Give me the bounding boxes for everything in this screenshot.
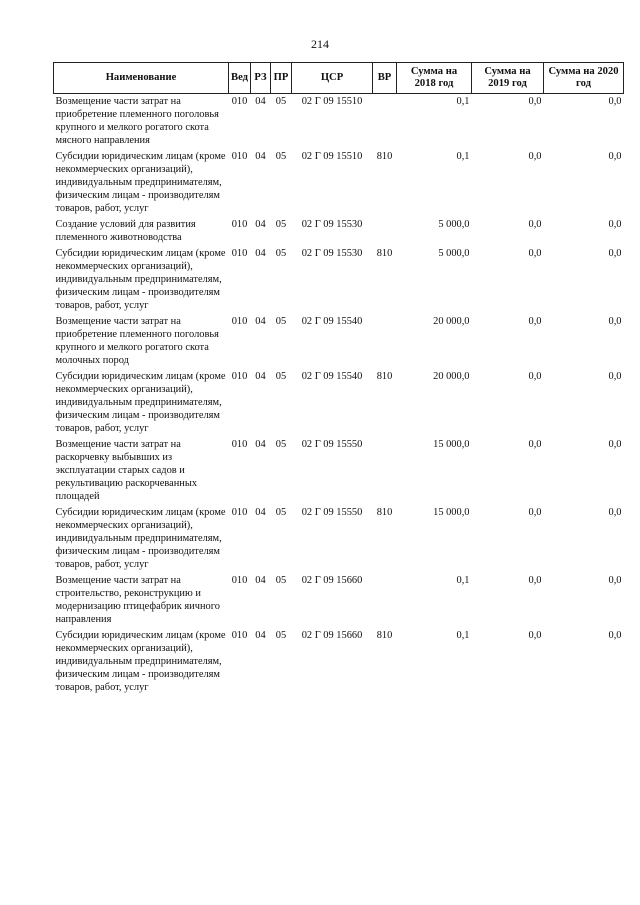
- page-number: 214: [311, 37, 329, 51]
- header-sum-2019: Сумма на 2019 год: [472, 63, 544, 94]
- cell-csr: 02 Г 09 15510: [301, 151, 363, 162]
- cell-name: Субсидии юридическим лицам (кроме некоммерческих организаций), индивидуальным предпринимателям, физическим лицам - производителям товаров, работ, услуг: [55, 371, 226, 434]
- cell-vr: 810: [376, 248, 393, 259]
- cell-ved: 010: [231, 219, 248, 230]
- cell-pr: 05: [275, 630, 287, 641]
- cell-sum-2018: 5 000,0: [438, 219, 470, 230]
- cell-name: Субсидии юридическим лицам (кроме некоммерческих организаций), индивидуальным предпринимателям, физическим лицам - производителям товаров, работ, услуг: [55, 507, 226, 570]
- cell-sum-2019: 0,0: [528, 507, 542, 518]
- cell-vr: 810: [376, 630, 393, 641]
- cell-pr: 05: [275, 371, 287, 382]
- header-csr: ЦСР: [292, 63, 373, 94]
- cell-csr: 02 Г 09 15540: [301, 371, 363, 382]
- header-sum-2018: Сумма на 2018 год: [397, 63, 472, 94]
- cell-sum-2019: 0,0: [528, 439, 542, 450]
- cell-sum-2019: 0,0: [528, 316, 542, 327]
- cell-pr: 05: [275, 151, 287, 162]
- cell-pr: 05: [275, 439, 287, 450]
- cell-name: Возмещение части затрат на раскорчевку выбывших из эксплуатации старых садов и рекультивацию раскорчеванных площадей: [55, 439, 198, 502]
- cell-sum-2020: 0,0: [608, 151, 622, 162]
- cell-csr: 02 Г 09 15530: [301, 219, 363, 230]
- table-row: [54, 437, 624, 505]
- cell-pr: 05: [275, 507, 287, 518]
- cell-sum-2018: 5 000,0: [438, 248, 470, 259]
- header-ved: Вед: [229, 63, 251, 94]
- cell-csr: 02 Г 09 15510: [301, 96, 363, 107]
- table-row: [54, 149, 624, 217]
- cell-csr: 02 Г 09 15660: [301, 575, 363, 586]
- cell-sum-2018: 0,1: [456, 96, 470, 107]
- cell-sum-2018: 20 000,0: [433, 316, 470, 327]
- cell-ved: 010: [231, 507, 248, 518]
- cell-ved: 010: [231, 371, 248, 382]
- cell-sum-2020: 0,0: [608, 248, 622, 259]
- cell-name: Возмещение части затрат на приобретение племенного поголовья крупного и мелкого рогатого скота мясного направления: [55, 96, 219, 146]
- cell-rz: 04: [255, 219, 266, 230]
- cell-rz: 04: [255, 96, 266, 107]
- cell-name: Возмещение части затрат на строительство, реконструкцию и модернизацию птицефабрик яичного направления: [55, 575, 220, 625]
- cell-sum-2020: 0,0: [608, 316, 622, 327]
- cell-sum-2018: 15 000,0: [433, 507, 470, 518]
- cell-csr: 02 Г 09 15550: [301, 507, 363, 518]
- cell-rz: 04: [255, 371, 266, 382]
- table-row: [54, 217, 624, 246]
- cell-sum-2020: 0,0: [608, 507, 622, 518]
- cell-vr: 810: [376, 151, 393, 162]
- cell-ved: 010: [231, 151, 248, 162]
- cell-sum-2019: 0,0: [528, 371, 542, 382]
- cell-vr: [373, 314, 397, 369]
- cell-vr: [373, 94, 397, 150]
- header-name: Наименование: [54, 63, 229, 94]
- cell-name: Субсидии юридическим лицам (кроме некоммерческих организаций), индивидуальным предпринимателям, физическим лицам - производителям товаров, работ, услуг: [55, 248, 226, 311]
- cell-ved: 010: [231, 575, 248, 586]
- cell-sum-2020: 0,0: [608, 371, 622, 382]
- cell-csr: 02 Г 09 15550: [301, 439, 363, 450]
- cell-pr: 05: [275, 96, 287, 107]
- cell-rz: 04: [255, 507, 266, 518]
- cell-name: Создание условий для развития племенного животноводства: [55, 219, 196, 243]
- budget-table: [53, 62, 624, 696]
- cell-vr: 810: [376, 371, 393, 382]
- cell-vr: [373, 217, 397, 246]
- cell-vr: 810: [376, 507, 393, 518]
- cell-sum-2018: 15 000,0: [433, 439, 470, 450]
- cell-sum-2020: 0,0: [608, 96, 622, 107]
- table-row: [54, 505, 624, 573]
- table-row: [54, 314, 624, 369]
- cell-name: Субсидии юридическим лицам (кроме некоммерческих организаций), индивидуальным предпринимателям, физическим лицам - производителям товаров, работ, услуг: [55, 630, 226, 693]
- cell-sum-2018: 20 000,0: [433, 371, 470, 382]
- header-vr: ВР: [373, 63, 397, 94]
- cell-name: Возмещение части затрат на приобретение племенного поголовья крупного и мелкого рогатого скота молочных пород: [55, 316, 219, 366]
- table-row: [54, 573, 624, 628]
- cell-ved: 010: [231, 439, 248, 450]
- cell-sum-2018: 0,1: [456, 630, 470, 641]
- cell-vr: [373, 573, 397, 628]
- cell-sum-2020: 0,0: [608, 630, 622, 641]
- cell-sum-2020: 0,0: [608, 575, 622, 586]
- cell-csr: 02 Г 09 15530: [301, 248, 363, 259]
- cell-rz: 04: [255, 316, 266, 327]
- table-body: [54, 94, 624, 697]
- cell-pr: 05: [275, 219, 287, 230]
- cell-sum-2019: 0,0: [528, 151, 542, 162]
- cell-sum-2019: 0,0: [528, 630, 542, 641]
- cell-sum-2019: 0,0: [528, 248, 542, 259]
- table-row: [54, 369, 624, 437]
- cell-name: Субсидии юридическим лицам (кроме некоммерческих организаций), индивидуальным предпринимателям, физическим лицам - производителям товаров, работ, услуг: [55, 151, 226, 214]
- cell-sum-2019: 0,0: [528, 219, 542, 230]
- cell-csr: 02 Г 09 15660: [301, 630, 363, 641]
- cell-sum-2018: 0,1: [456, 151, 470, 162]
- cell-rz: 04: [255, 248, 266, 259]
- cell-rz: 04: [255, 151, 266, 162]
- cell-sum-2019: 0,0: [528, 96, 542, 107]
- cell-ved: 010: [231, 248, 248, 259]
- cell-vr: [373, 437, 397, 505]
- cell-sum-2019: 0,0: [528, 575, 542, 586]
- cell-rz: 04: [255, 630, 266, 641]
- cell-sum-2020: 0,0: [608, 439, 622, 450]
- cell-pr: 05: [275, 248, 287, 259]
- table-row: [54, 94, 624, 150]
- header-rz: РЗ: [251, 63, 271, 94]
- cell-ved: 010: [231, 630, 248, 641]
- header-pr: ПР: [271, 63, 292, 94]
- cell-sum-2018: 0,1: [456, 575, 470, 586]
- cell-rz: 04: [255, 439, 266, 450]
- table-row: [54, 246, 624, 314]
- table-header-row: [54, 63, 624, 94]
- cell-rz: 04: [255, 575, 266, 586]
- table-row: [54, 628, 624, 696]
- cell-ved: 010: [231, 316, 248, 327]
- cell-pr: 05: [275, 575, 287, 586]
- cell-sum-2020: 0,0: [608, 219, 622, 230]
- cell-pr: 05: [275, 316, 287, 327]
- cell-csr: 02 Г 09 15540: [301, 316, 363, 327]
- cell-ved: 010: [231, 96, 248, 107]
- header-sum-2020: Сумма на 2020 год: [544, 63, 624, 94]
